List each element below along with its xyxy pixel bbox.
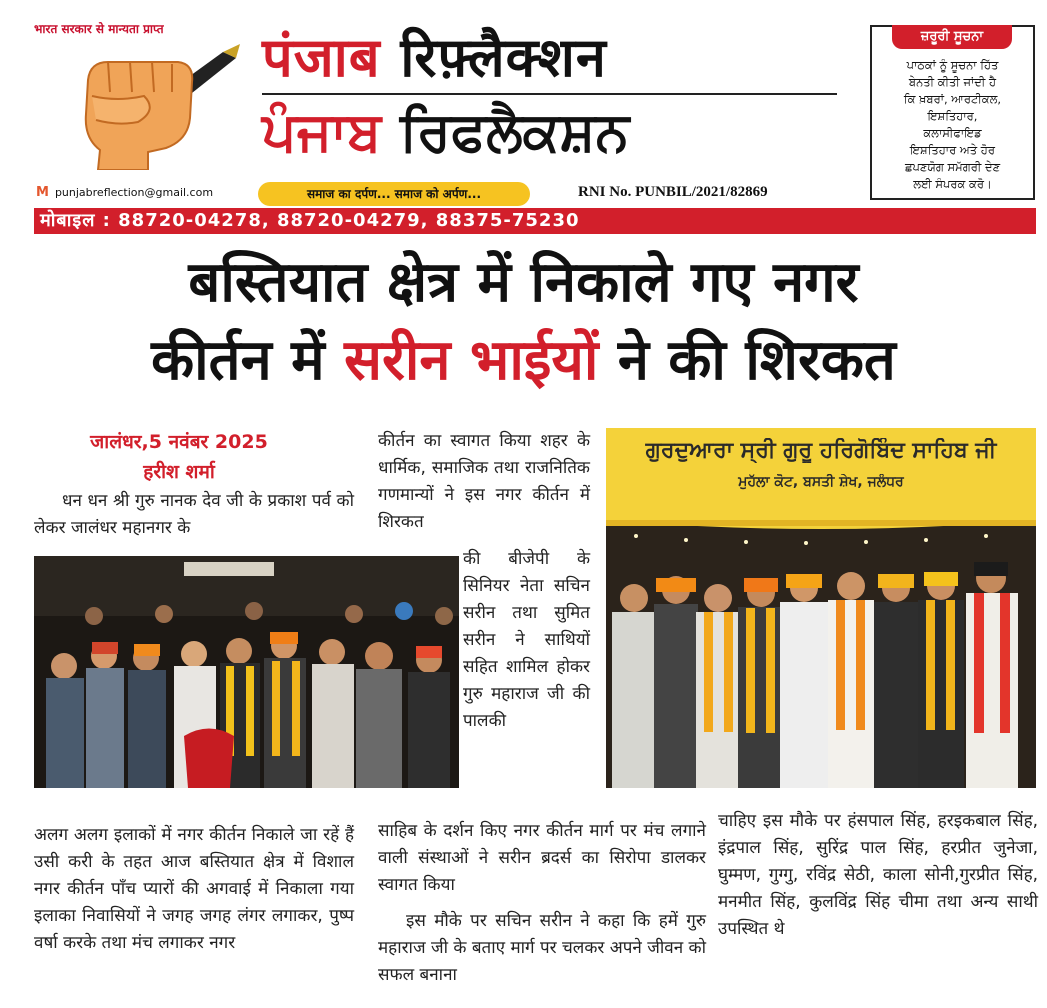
mobile-contact-bar: मोबाइल : 88720-04278, 88720-04279, 88375-75230 [34, 208, 1036, 234]
notice-body [880, 57, 1025, 193]
banner-text-line-1: ਗੁਰਦੁਆਰਾ ਸ੍ਰੀ ਗੁਰੂ ਹਰਿਗੋਬਿੰਦ ਸਾਹਿਬ ਜੀ [645, 438, 997, 463]
photo-group-right [606, 428, 1036, 788]
notice-line: ਇਸ਼ਤਿਹਾਰ ਅਤੇ ਹੋਰ [910, 143, 995, 157]
article-col2-top: कीर्तन का स्वागत किया शहर के धार्मिक, समाजिक तथा राजनितिक गणमान्यों ने इस नगर कीर्तन में शिरकत [378, 431, 590, 532]
notice-line: ਕਿ ਖ਼ਬਰਾਂ, ਆਰਟੀਕਲ, [903, 92, 1002, 106]
title-hindi-black: रिफ़्लैक्शन [400, 26, 607, 89]
photo-crowd-left [34, 556, 459, 788]
notice-line: ਪਾਠਕਾਂ ਨੂੰ ਸੂਚਨਾ ਹਿੱਤ [906, 58, 999, 72]
headline-line-1: बस्तियात क्षेत्र में निकाले गए नगर [188, 250, 859, 315]
email-contact [36, 185, 213, 200]
dateline: जालंधर,5 नवंबर 2025 [90, 431, 268, 453]
headline-line-2 [0, 328, 1047, 394]
article-col1-bottom: अलग अलग इलाकों में नगर कीर्तन निकाले जा रहें हैं उसी करी के तहत आज बस्तियात क्षेत्र में विशाल नगर कीर्तन पाँच प्यारों की अगवाई में निकाला गया इलाका निवासियों ने जगह जगह लंगर लगाकर, पुष्प वर्षा करके तथा मंच लगाकर नगर [34, 825, 354, 953]
notice-line: ਛਪਣਯੋਗ ਸਮੱਗਰੀ ਦੇਣ [904, 160, 1001, 174]
notice-line: ਕਲਾਸੀਫਾਇਡ [923, 126, 982, 140]
masthead-title-hindi [262, 26, 607, 90]
masthead-title-punjabi [262, 100, 629, 164]
article-col2-bottom-2: इस मौके पर सचिन सरीन ने कहा कि हमें गुरु महाराज जी के बताए मार्ग पर चलकर अपने जीवन को सफल बनाना [378, 911, 706, 985]
headline-part-b: ने की शिरकत [598, 328, 896, 393]
notice-line: ਲਈ ਸੰਪਰਕ ਕਰੋ। [913, 177, 992, 191]
fist-pen-logo-icon [48, 40, 248, 170]
byline: हरीश शर्मा [143, 461, 215, 483]
notice-box [870, 25, 1035, 200]
article-col3-bottom: चाहिए इस मौके पर हंसपाल सिंह, हरइकबाल सिंह, इंद्रपाल सिंह, सुरिंद्र पाल सिंह, हरप्रीत जुनेजा, घुम्मण, गुग्गु, रविंद्र सेठी, काला सोनी,गुरप्रीत सिंह, मनमीत सिंह, कुलविंद्र सिंह चीमा तथा अन्य साथी उपस्थित थे [718, 811, 1038, 939]
recognition-text: भारत सरकार से मान्यता प्राप्त [34, 22, 164, 36]
rni-number: RNI No. PUNBIL/2021/82869 [578, 184, 768, 200]
notice-line: ਇਸ਼ਤਿਹਾਰ, [927, 109, 978, 123]
notice-title: ਜ਼ਰੂਰੀ ਸੂਚਨਾ [892, 25, 1012, 49]
headline-highlight: सरीन भाईयों [344, 328, 599, 393]
title-punjabi-black: ਰਿਫਲੈਕਸ਼ਨ [400, 100, 630, 163]
article-col2-middle: की बीजेपी के सिनियर नेता सचिन सरीन तथा सुमित सरीन ने साथियों सहित शामिल होकर गुरु महाराज जी की पालकी [463, 549, 590, 731]
title-punjabi-red: ਪੰਜਾਬ [262, 100, 382, 163]
article-col1-top: धन धन श्री गुरु नानक देव जी के प्रकाश पर्व को लेकर जालंधर महानगर के [34, 491, 354, 538]
headline-part-a: कीर्तन में [151, 328, 345, 393]
email-text[interactable]: punjabreflection@gmail.com [54, 186, 214, 199]
article-col2-bottom: साहिब के दर्शन किए नगर कीर्तन मार्ग पर मंच लगाने वाली संस्थाओं ने सरीन ब्रदर्स का सिरोपा डालकर स्वागत किया [378, 821, 706, 895]
title-divider [262, 93, 837, 95]
title-hindi-red: पंजाब [262, 26, 381, 89]
notice-line: ਬੇਨਤੀ ਕੀਤੀ ਜਾਂਦੀ ਹੈ [908, 75, 997, 89]
tagline-badge: समाज का दर्पण... समाज को अर्पण... [258, 182, 530, 206]
gmail-icon: M [36, 185, 49, 200]
banner-text-line-2: ਮੁਹੱਲਾ ਕੋਟ, ਬਸਤੀ ਸ਼ੇਖ, ਜਲੰਧਰ [738, 474, 904, 490]
